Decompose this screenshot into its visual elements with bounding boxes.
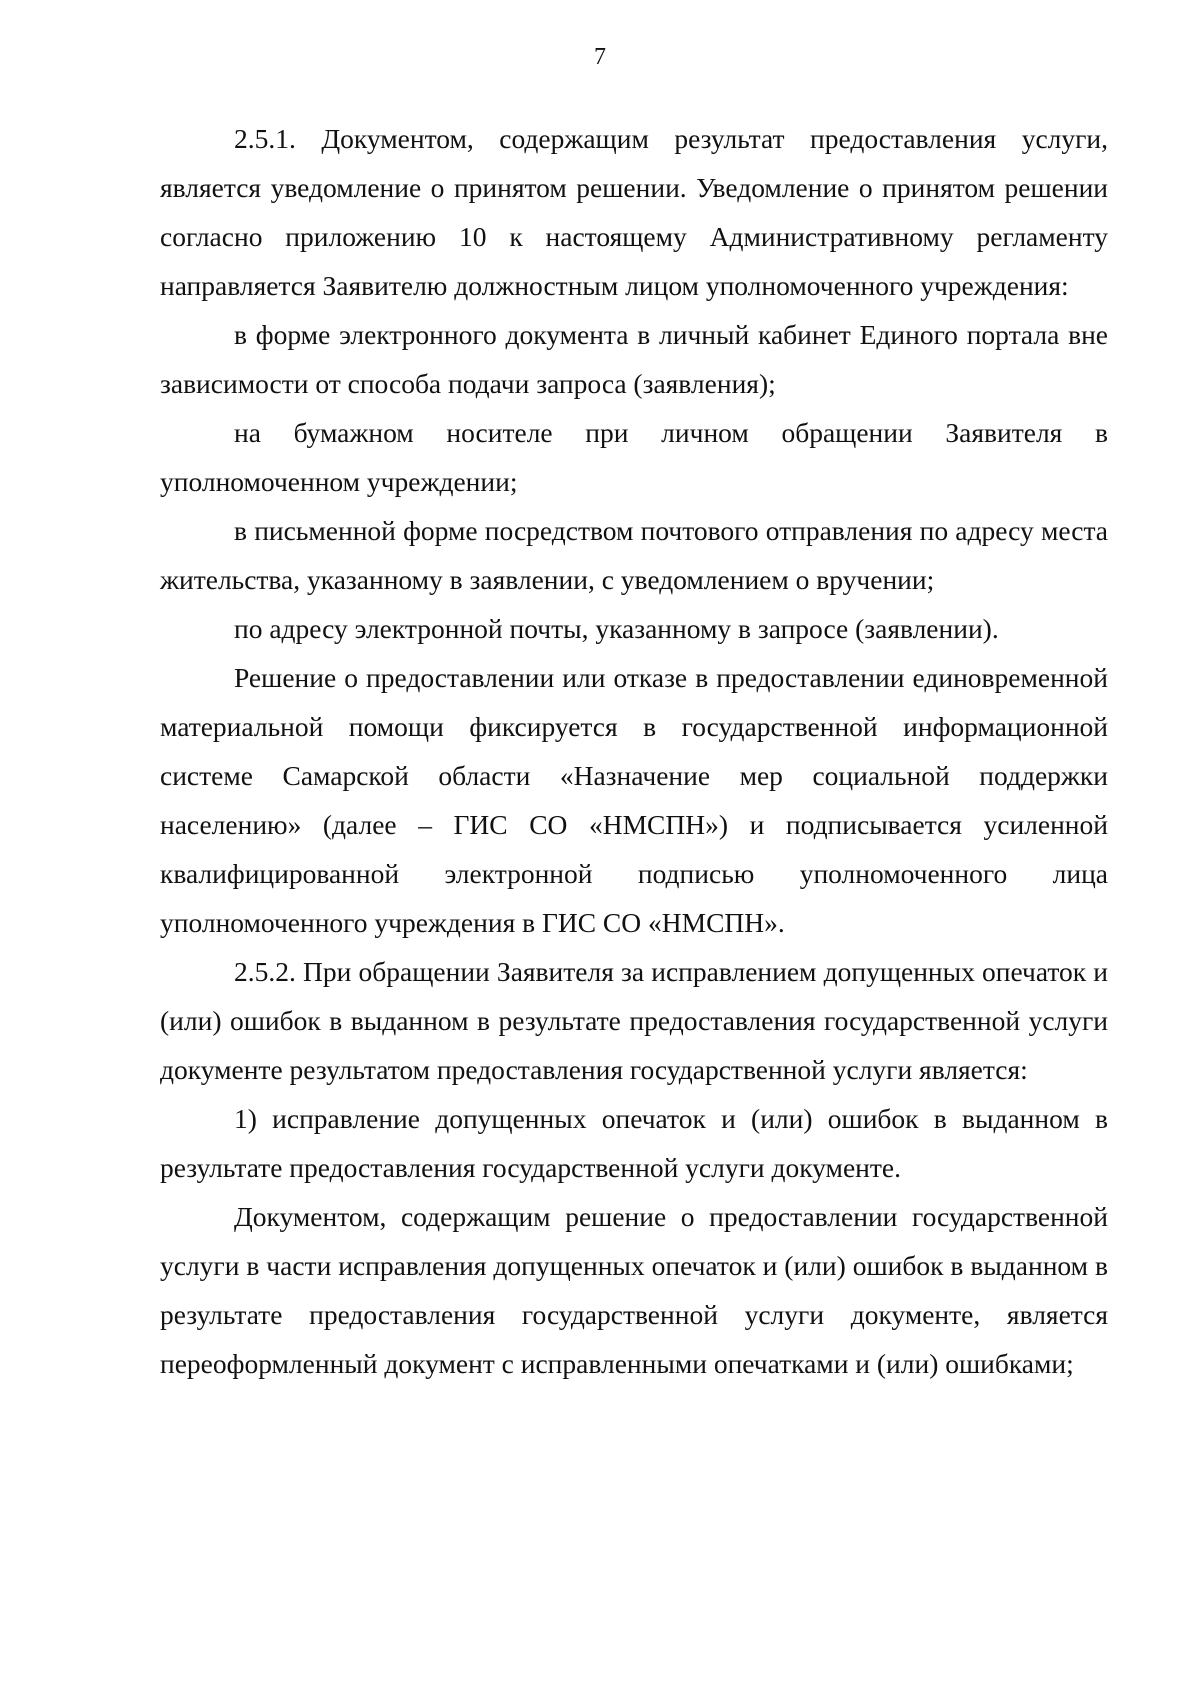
paragraph-paper-form: на бумажном носителе при личном обращении Заявителя в уполномоченном учреждении; [160, 417, 1108, 497]
paragraph-email-form: по адресу электронной почты, указанному в запросе (заявлении). [234, 613, 999, 644]
paragraph-item-1: 1) исправление допущенных опечаток и (или) ошибок в выданном в результате предоставления государственной услуги документе. [160, 1103, 1108, 1183]
page-number: 7 [594, 44, 606, 70]
paragraph-2-5-1: 2.5.1. Документом, содержащим результат предоставления услуги, является уведомление о принятом решении. Уведомление о принятом решении согласно приложению 10 к настоящему Административному регламенту направляется Заявителю должностным лицом уполномоченного учреждения: [160, 123, 1108, 301]
paragraph-corrected-document: Документом, содержащим решение о предоставлении государственной услуги в части исправления допущенных опечаток и (или) ошибок в выданном в результате предоставления государственной услуги документе, является переоформленный документ с исправленными опечатками и (или) ошибками; [160, 1201, 1108, 1379]
paragraph-decision-recording: Решение о предоставлении или отказе в предоставлении единовременной материальной помощи фиксируется в государственной информационной системе Самарской области «Назначение мер социальной поддержки населению» (далее – ГИС СО «НМСПН») и подписывается усиленной квалифицированной электронной подписью уполномоченного лица уполномоченного учреждения в ГИС СО «НМСПН». [160, 662, 1108, 938]
paragraph-electronic-form: в форме электронного документа в личный кабинет Единого портала вне зависимости от способа подачи запроса (заявления); [160, 319, 1108, 399]
paragraph-2-5-2: 2.5.2. При обращении Заявителя за исправлением допущенных опечаток и (или) ошибок в выданном в результате предоставления государственной услуги документе результатом предоставления государственной услуги является: [160, 956, 1108, 1085]
paragraph-postal-form: в письменной форме посредством почтового отправления по адресу места жительства, указанному в заявлении, с уведомлением о вручении; [160, 515, 1108, 595]
document-body [160, 114, 1108, 1388]
